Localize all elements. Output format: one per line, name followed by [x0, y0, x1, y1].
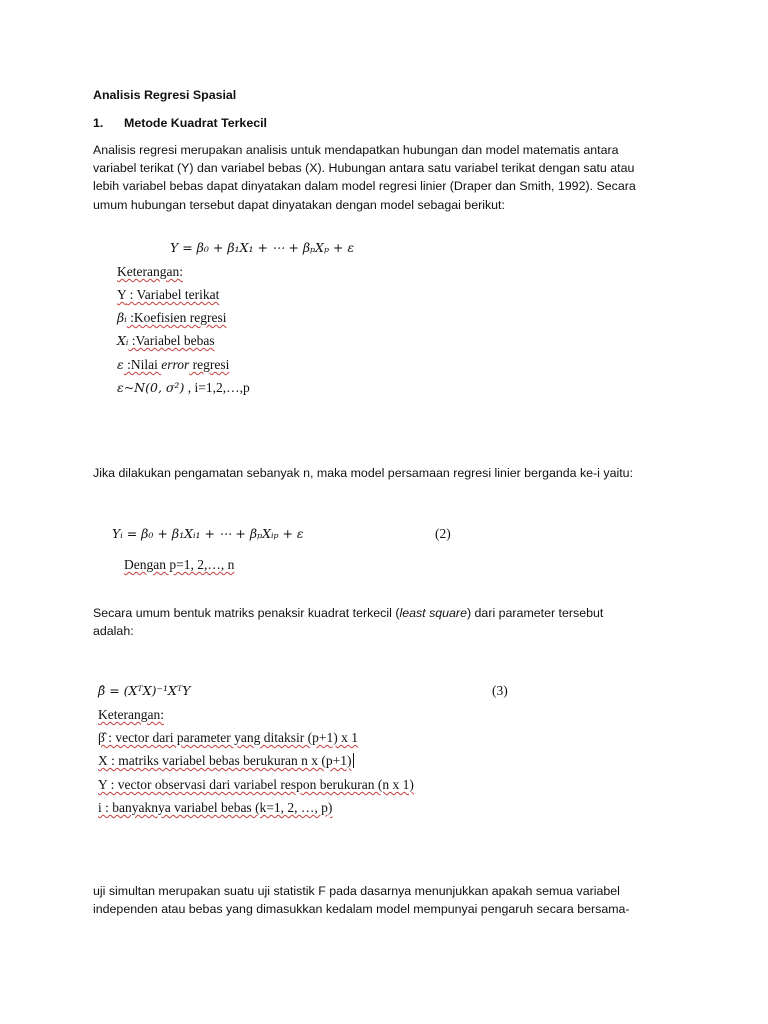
closing-line: uji simultan merupakan suatu uji statistik F pada dasarnya menunjukkan apakah semua variabel [93, 884, 620, 898]
section-number: 1. [93, 116, 104, 130]
legend-1-epsilon: ε :Nilai error regresi [117, 357, 230, 372]
intro-line: lebih variabel bebas dapat dinyatakan dalam model regresi linier (Draper dan Smith, 1992). Secara [93, 179, 636, 194]
symbol-y: Y [117, 287, 127, 302]
observation-sentence: Jika dilakukan pengamatan sebanyak n, maka model persamaan regresi linier berganda ke-i yaitu: [93, 466, 633, 480]
legend-1-title: Keterangan: [117, 264, 183, 279]
closing-paragraph [93, 882, 673, 918]
legend-1-x-desc: :Variabel bebas [128, 333, 215, 348]
intro-paragraph [93, 141, 673, 214]
legend-1-distribution [117, 380, 250, 396]
legend-1-y [117, 287, 219, 303]
distribution-formula: ε~N(0, σ²) [117, 380, 185, 395]
index-range: , i=1,2,…,p [184, 380, 250, 395]
legend-1-beta [117, 310, 226, 326]
symbol-x-i: Xᵢ [117, 333, 129, 348]
section-title: Metode Kuadrat Terkecil [124, 116, 267, 130]
legend-1-y-desc: : Variabel terikat [126, 287, 220, 302]
equation-2-number: (2) [435, 526, 451, 541]
symbol-epsilon: ε [117, 357, 124, 372]
intro-line: umum hubungan tersebut dapat dinyatakan dengan model sebagai berikut: [93, 197, 505, 212]
equation-2: Yᵢ = β₀ + β₁Xᵢ₁ + ⋯ + βₚXᵢₚ + ε [112, 526, 304, 541]
legend-2-i: i : banyaknya variabel bebas (k=1, 2, …, p) [98, 800, 333, 815]
intro-line: Analisis regresi merupakan analisis untuk mendapatkan hubungan dan model matematis antara [93, 143, 619, 157]
equation-2-note: Dengan p=1, 2,…, n [124, 557, 235, 572]
matrix-line: Secara umum bentuk matriks penaksir kuadrat terkecil (least square) dari parameter tersebut [93, 606, 604, 620]
legend-2-y: Y : vector observasi dari variabel respon berukuran (n x 1) [98, 777, 414, 792]
equation-3: β̂ = (XᵀX)⁻¹XᵀY [98, 683, 191, 698]
symbol-beta-i: βᵢ [117, 310, 127, 325]
equation-3-number: (3) [492, 683, 508, 698]
matrix-paragraph [93, 604, 673, 640]
intro-line: variabel terikat (Y) dan variabel bebas (X). Hubungan antara satu variabel terikat dengan satu atau [93, 161, 635, 176]
matrix-line: adalah: [93, 624, 134, 639]
equation-1: Y = β₀ + β₁X₁ + ⋯ + βₚXₚ + ε [170, 240, 355, 255]
legend-1-beta-desc: :Koefisien regresi [126, 310, 227, 325]
document-heading: Analisis Regresi Spasial [93, 88, 237, 102]
legend-1-x [117, 333, 215, 349]
legend-2-x: X : matriks variabel bebas berukuran n x (p+1) [98, 753, 354, 769]
legend-2-title: Keterangan: [98, 707, 164, 722]
text-cursor [353, 753, 355, 768]
closing-line: independen atau bebas yang dimasukkan kedalam model mempunyai pengaruh secara bersama- [93, 902, 630, 917]
legend-2-beta-hat: β̂ : vector dari parameter yang ditaksir (p+1) x 1 [98, 730, 359, 745]
